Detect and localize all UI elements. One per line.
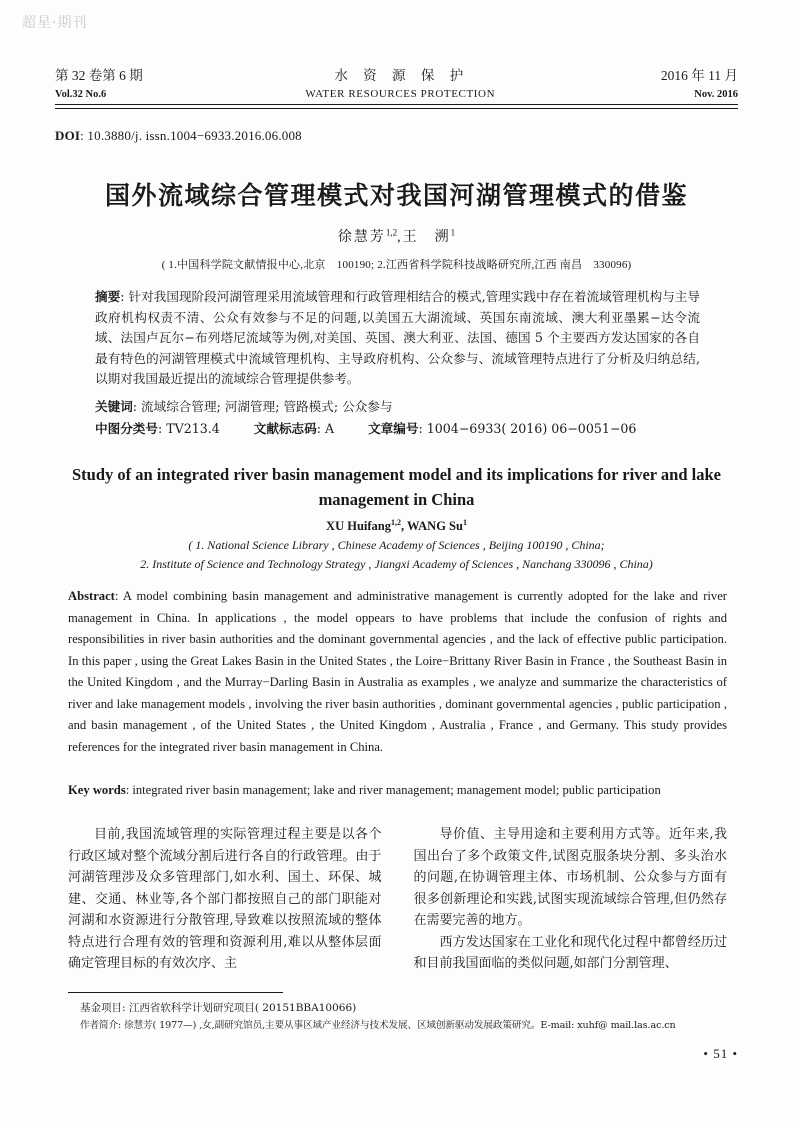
body-paragraph: 西方发达国家在工业化和现代化过程中都曾经历过和目前我国面临的类似问题,如部门分割管理、 <box>413 934 727 971</box>
body-column-right <box>414 824 728 975</box>
document-code-value: : A <box>316 421 335 436</box>
abstract-label-en: Abstract <box>68 589 115 603</box>
affiliation-line-1: ( 1. National Science Library , Chinese Academy of Sciences , Beijing 100190 , China; <box>188 538 605 552</box>
clc-label: 中图分类号 <box>95 421 158 436</box>
doi-label: DOI <box>55 128 81 143</box>
classification-row <box>95 419 700 440</box>
author-bio-note: 作者简介: 徐慧芳( 1977—) ,女,副研究馆员,主要从事区域产业经济与技术发展、区域创新驱动发展政策研究。E-mail: xuhf@ mail.las.ac.cn <box>80 1020 676 1031</box>
clc-value: : TV213.4 <box>157 421 220 436</box>
author-two-cn: ,王 溯 <box>397 230 451 245</box>
keywords-label-en: Key words <box>68 783 126 797</box>
doi-line <box>55 128 302 144</box>
volume-issue-cn: 第 32 卷第 6 期 <box>55 68 143 83</box>
affiliations-cn: ( 1.中国科学院文献情报中心,北京 100190; 2.江西省科学院科技战略研究所,江西 南昌 330096) <box>161 259 632 271</box>
running-head <box>55 64 738 109</box>
abstract-text-en: : A model combining basin management and administrative management is currently adopted for the lake and river management in China. In applications , the model oppears to have problems that include the confusion of rights and responsibilities in river basin authorities and the dominant governmental agencies , and the lack of effective public participation. In this paper , using the Great Lakes Basin in the United States , the Loire−Brittany River Basin in France , the Southeast Basin in the United Kingdom , and the Murray−Darling Basin in Australia as examples , we analyze and summarize the characteristics of river and lake management models , involving the river basin authorities , dominant governmental agencies , public participation , and basin management , of the United States , the United Kingdom , Australia , France , and Germany. This study provides references for the integrated river basin management in China. <box>68 589 727 754</box>
footnote-divider <box>68 992 283 993</box>
running-head-row-primary <box>55 64 738 84</box>
authors-cn <box>55 226 738 246</box>
author-one-affil-marker-en: 1,2 <box>391 518 401 527</box>
body-paragraph: 目前,我国流域管理的实际管理过程主要是以各个行政区域对整个流域分割后进行各自的行政管理。由于河湖管理涉及众多管理部门,如水利、国土、环保、城建、交通、林业等,各个部门都按照自己的部门职能对河湖和水资源进行分散管理,导致难以按照流域的整体特点进行合理有效的管理和资源利用,难以从整体层面确定管理目标的有效次序、主 <box>68 827 382 971</box>
keywords-text-cn: : 流域综合管理; 河湖管理; 管路模式; 公众参与 <box>132 399 393 414</box>
abstract-en <box>68 586 727 758</box>
article-title-cn: 国外流域综合管理模式对我国河湖管理模式的借鉴 <box>104 181 688 210</box>
article-id-label: 文章编号 <box>368 421 419 436</box>
keywords-en <box>68 780 727 802</box>
author-two-affil-marker-cn: 1 <box>450 227 456 238</box>
keywords-label-cn: 关键词 <box>95 399 133 414</box>
journal-title-en: WATER RESOURCES PROTECTION <box>305 88 496 100</box>
body-paragraph: 导价值、主导用途和主要利用方式等。近年来,我国出台了多个政策文件,试图克服条块分割、多头治水的问题,在协调管理主体、市场机制、公众参与方面有很多创新理论和实践,试图实现流域综合管理,但仍然存在需要完善的地方。 <box>413 827 727 928</box>
document-code-label: 文献标志码 <box>253 421 317 436</box>
article-id-value: : 1004−6933( 2016) 06−0051−06 <box>418 421 637 436</box>
footnotes <box>80 1000 738 1034</box>
watermark-label: 超星·期刊 <box>22 15 88 31</box>
header-divider <box>55 104 738 109</box>
keywords-text-en: : integrated river basin management; lake and river management; management model; public participation <box>125 783 661 797</box>
author-two-en: , WANG Su <box>401 519 463 534</box>
abstract-cn <box>95 287 700 390</box>
author-two-affil-marker-en: 1 <box>462 518 467 527</box>
issue-date-en: Nov. 2016 <box>694 89 738 100</box>
funding-note: 基金项目: 江西省软科学计划研究项目( 20151BBA10066) <box>80 1002 357 1014</box>
journal-title-cn: 水 资 源 保 护 <box>334 68 470 83</box>
clc-number <box>95 419 220 440</box>
body-column-left <box>68 824 382 975</box>
affiliations-en <box>70 536 723 573</box>
doi-value: : 10.3880/j. issn.1004−6933.2016.06.008 <box>80 128 302 143</box>
keywords-cn <box>95 397 700 418</box>
volume-issue-en: Vol.32 No.6 <box>55 89 107 100</box>
document-code <box>254 419 334 440</box>
body-columns <box>68 824 727 975</box>
running-head-row-secondary <box>55 88 738 100</box>
issue-date-cn: 2016 年 11 月 <box>660 68 738 83</box>
article-title-en: Study of an integrated river basin management model and its implications for river and lake management in China <box>71 465 721 509</box>
author-one-en: XU Huifang <box>326 519 391 534</box>
authors-en <box>70 518 723 534</box>
article-id <box>368 419 636 440</box>
abstract-label-cn: 摘要 <box>95 289 121 304</box>
author-one-cn: 徐慧芳 <box>337 230 386 245</box>
abstract-text-cn: : 针对我国现阶段河湖管理采用流域管理和行政管理相结合的模式,管理实践中存在着流域管理机构与主导政府机构权责不清、公众有效参与不足的问题,以美国五大湖流域、英国东南流域、澳大利亚墨累−达令流域、法国卢瓦尔−布列塔尼流域等为例,对美国、英国、澳大利亚、法国、德国 5 个主要西方发达国家的各自最有特色的河湖管理模式中流域管理机构、主导政府机构、公众参与、流域管理特点进行了分析及归纳总结,以期对我国最近提出的流域综合管理提供参考。 <box>95 289 701 387</box>
author-one-affil-marker-cn: 1,2 <box>385 227 398 238</box>
page-number: • 51 • <box>703 1046 738 1061</box>
affiliation-line-2: 2. Institute of Science and Technology Strategy , Jiangxi Academy of Sciences , Nanchang 330096 , China) <box>140 556 653 571</box>
